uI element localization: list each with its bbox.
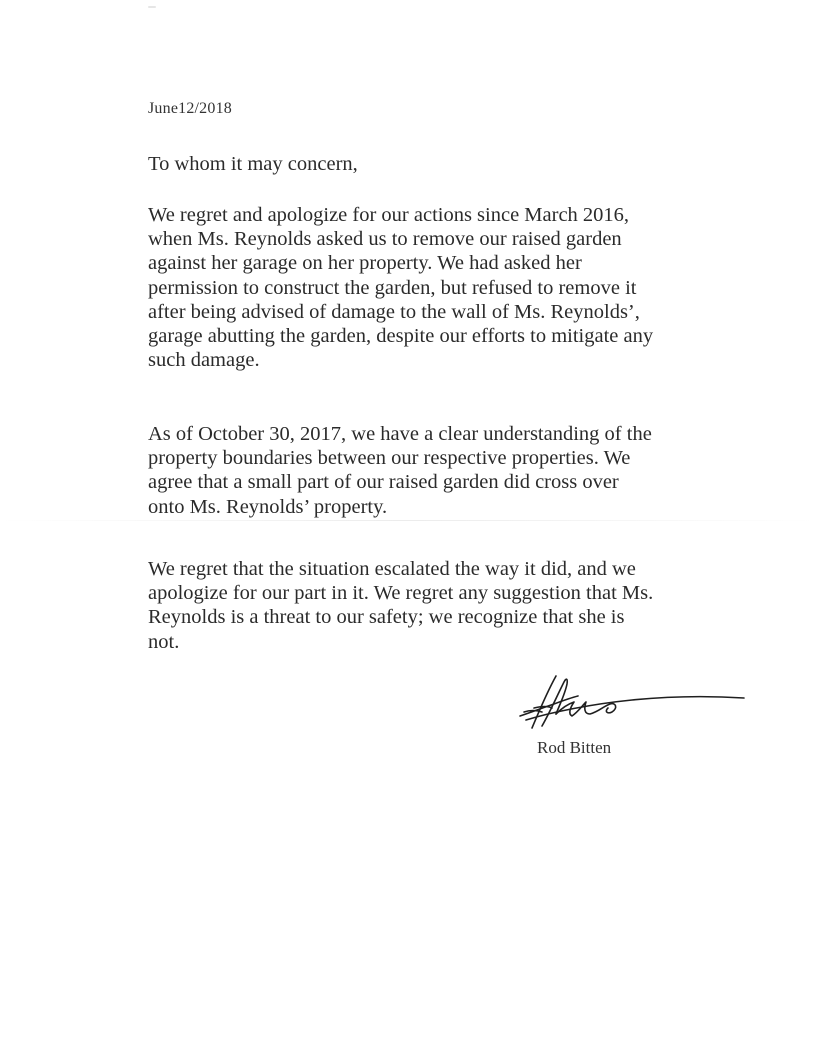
paragraph-line: permission to construct the garden, but refused to remove it [148,276,637,299]
paragraph-line: apologize for our part in it. We regret any suggestion that Ms. [148,582,654,605]
paragraph-3 [148,557,748,654]
paragraph-line: agree that a small part of our raised garden did cross over [148,471,619,494]
signer-name: Rod Bitten [537,738,612,757]
paragraph-line: We regret that the situation escalated the way it did, and we [148,558,636,580]
paragraph-line: against her garage on her property. We had asked her [148,252,582,275]
salutation [148,152,748,176]
paragraph-line: when Ms. Reynolds asked us to remove our raised garden [148,228,622,251]
scan-artifact-line [0,520,816,521]
paragraph-line: not. [148,630,180,653]
paragraph-line: onto Ms. Reynolds’ property. [148,495,388,518]
paragraph-line: property boundaries between our respective properties. We [148,447,631,470]
paragraph-line: after being advised of damage to the wall of Ms. Reynolds’, [148,300,640,323]
paragraph-line: garage abutting the garden, despite our efforts to mitigate any [148,325,654,348]
paragraph-1 [148,203,748,372]
paragraph-line: Reynolds is a threat to our safety; we recognize that she is [148,606,625,629]
salutation-text: To whom it may concern, [148,153,358,175]
paragraph-line: We regret and apologize for our actions since March 2016, [148,204,630,226]
paragraph-line: such damage. [148,349,260,372]
handwritten-signature [512,668,752,738]
letter-date: June12/2018 [148,100,232,117]
scan-artifact [148,6,156,8]
paragraph-2 [148,422,748,519]
paragraph-line: As of October 30, 2017, we have a clear understanding of the [148,423,652,445]
